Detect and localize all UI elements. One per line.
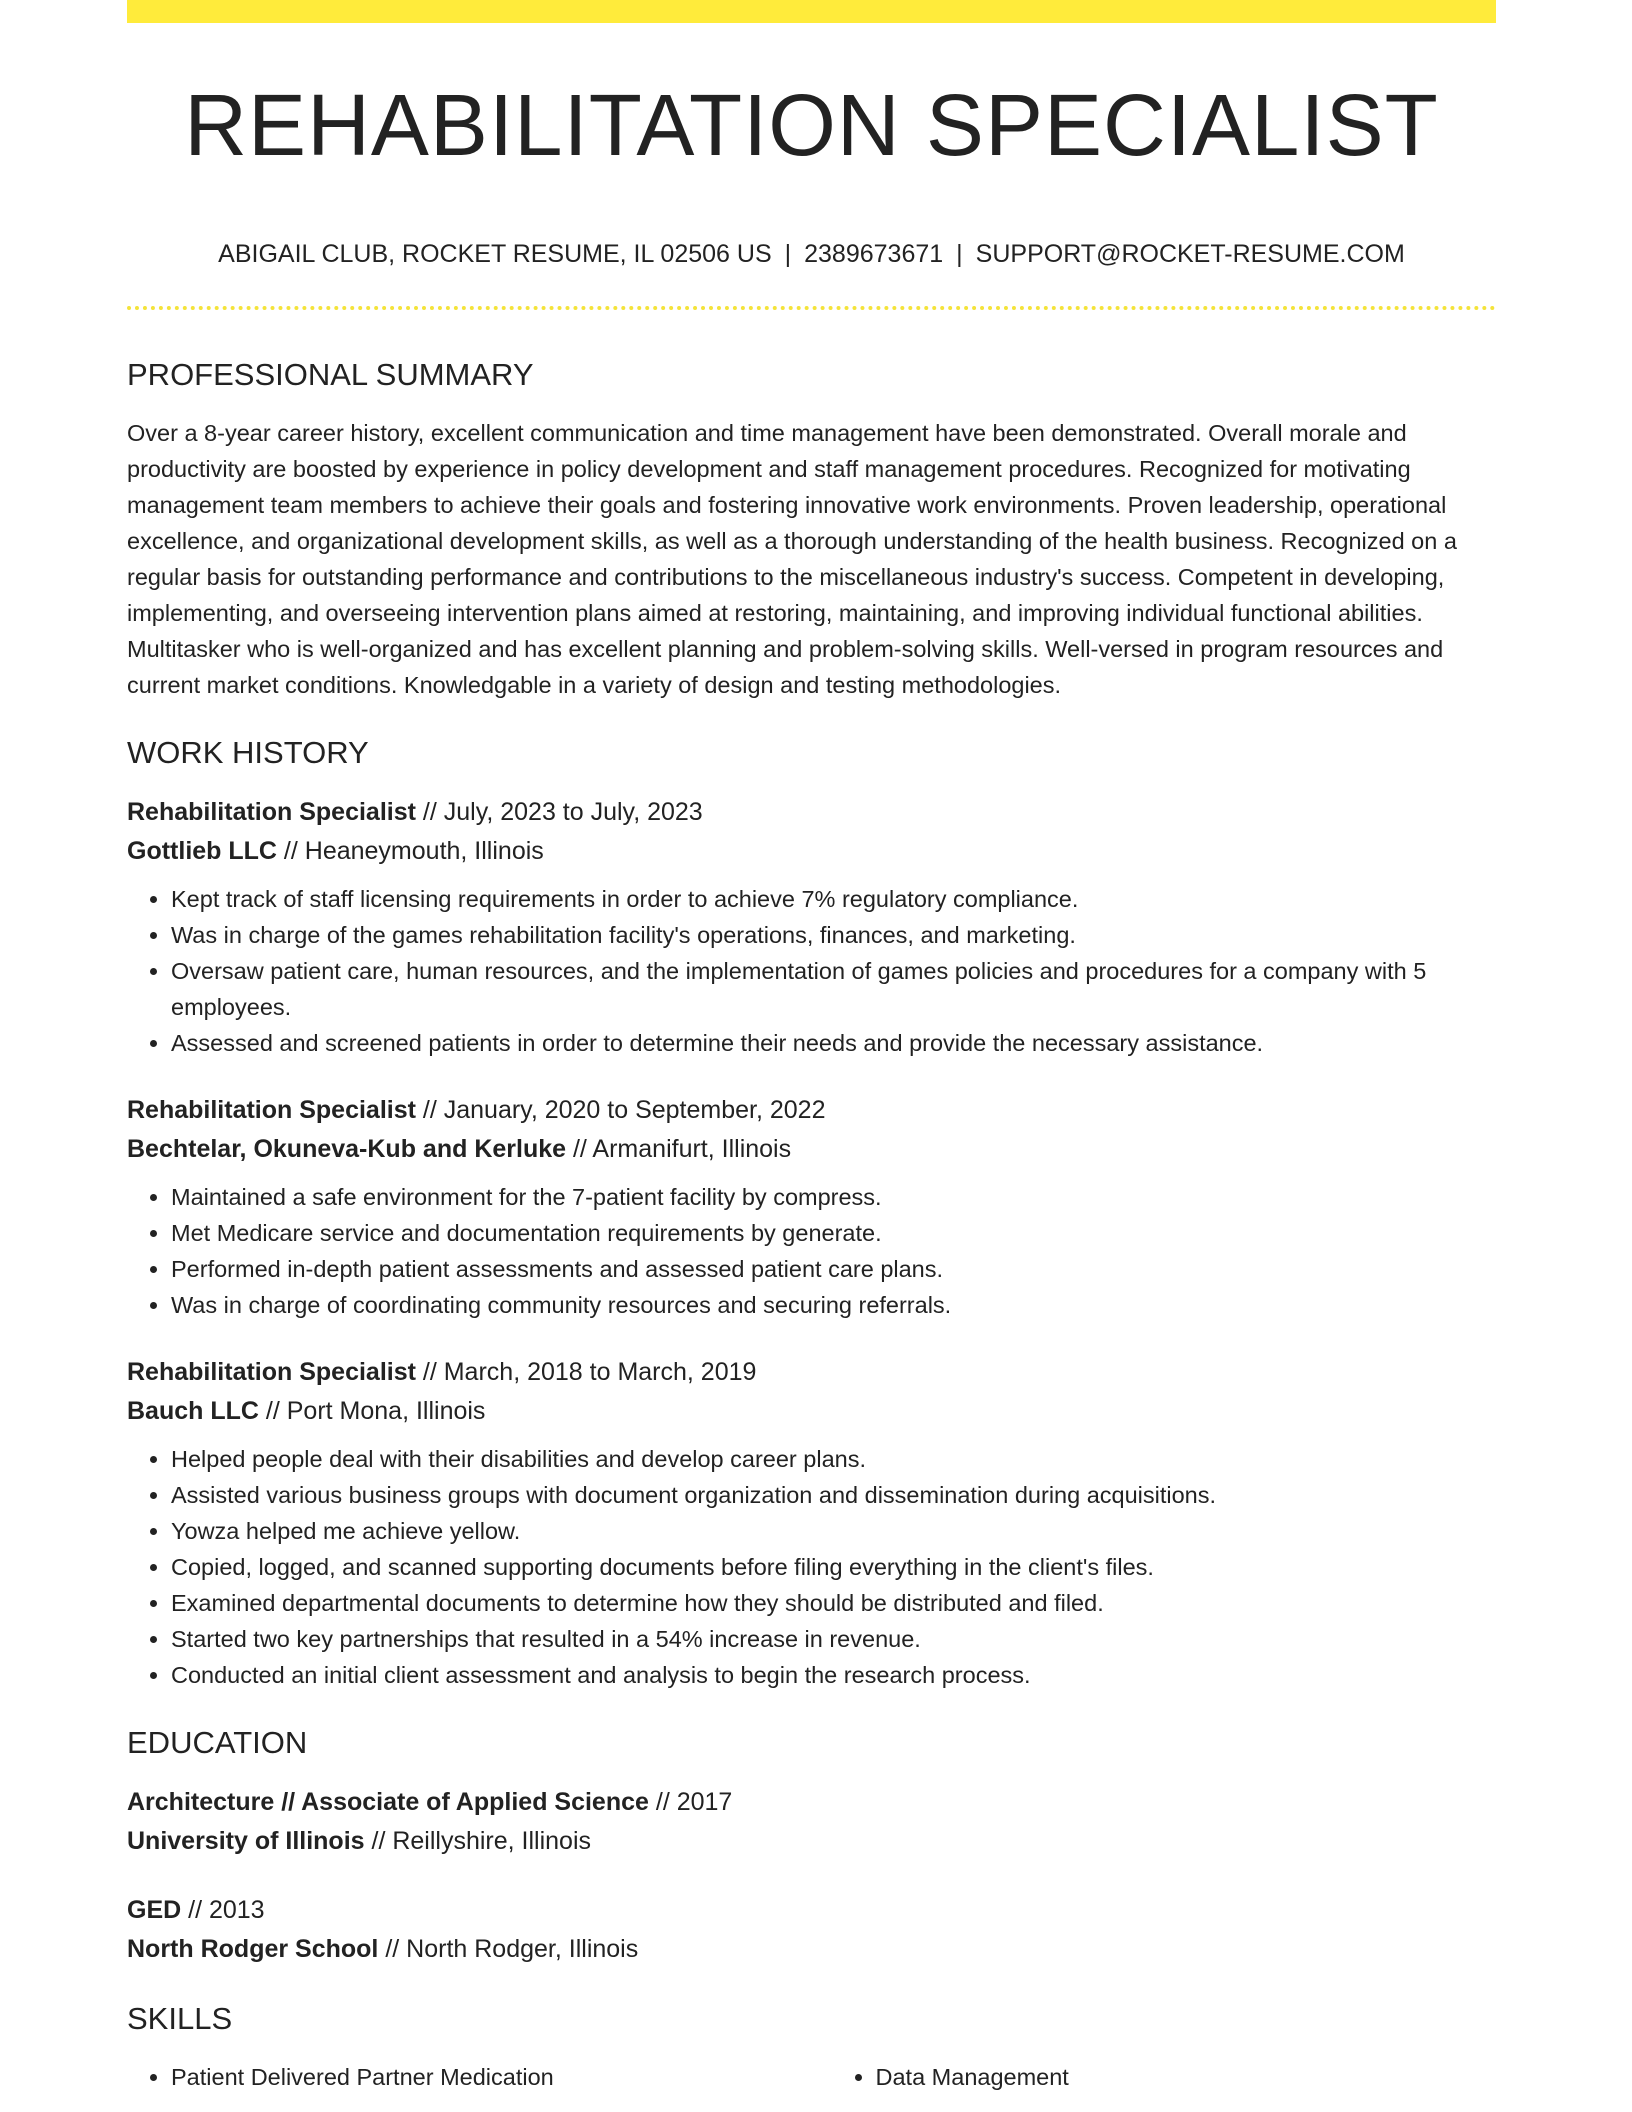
job-bullet-list xyxy=(127,881,1496,1061)
contact-line xyxy=(127,239,1496,269)
skills-grid xyxy=(127,2059,1496,2095)
job-company: Bauch LLC xyxy=(127,1397,259,1425)
job-bullet: • Assisted various business groups with document organization and dissemination during acquisitions. xyxy=(171,1477,1496,1513)
job-bullet: • Met Medicare service and documentation requirements by generate. xyxy=(171,1215,1496,1251)
job-entry xyxy=(127,1091,1496,1323)
job-company-line xyxy=(127,832,1496,871)
skills-list-right xyxy=(832,2059,1497,2095)
job-bullet: • Kept track of staff licensing requirements in order to achieve 7% regulatory compliance. xyxy=(171,881,1496,917)
job-bullet-list xyxy=(127,1179,1496,1323)
education-school-line xyxy=(127,1822,1496,1861)
job-bullet-list xyxy=(127,1441,1496,1693)
job-company: Bechtelar, Okuneva-Kub and Kerluke xyxy=(127,1135,567,1163)
job-bullet: • Examined departmental documents to determine how they should be distributed and filed. xyxy=(171,1585,1496,1621)
job-entry xyxy=(127,793,1496,1061)
skills-list-left xyxy=(127,2059,792,2095)
education-degree: GED xyxy=(127,1896,182,1924)
job-title-line xyxy=(127,1353,1496,1392)
job-company: Gottlieb LLC xyxy=(127,837,277,865)
resume-body xyxy=(127,355,1496,2095)
job-entry xyxy=(127,1353,1496,1693)
education-degree-line xyxy=(127,1891,1496,1930)
education-location: // North Rodger, Illinois xyxy=(378,1935,639,1963)
job-location: // Armanifurt, Illinois xyxy=(566,1135,792,1163)
job-role: Rehabilitation Specialist xyxy=(127,1358,416,1386)
job-dates: // March, 2018 to March, 2019 xyxy=(415,1358,757,1386)
job-bullet: • Started two key partnerships that resulted in a 54% increase in revenue. xyxy=(171,1621,1496,1657)
education-school: North Rodger School xyxy=(127,1935,379,1963)
education-school: University of Illinois xyxy=(127,1827,365,1855)
skills-heading: SKILLS xyxy=(127,2001,233,2036)
job-title-line xyxy=(127,1091,1496,1130)
job-bullet: • Performed in-depth patient assessments and assessed patient care plans. xyxy=(171,1251,1496,1287)
contact-phone: 2389673671 xyxy=(804,240,944,268)
education-location: // Reillyshire, Illinois xyxy=(364,1827,592,1855)
education-school-line xyxy=(127,1930,1496,1969)
education-year: // 2017 xyxy=(648,1788,733,1816)
job-bullet: • Assessed and screened patients in order to determine their needs and provide the necessary assistance. xyxy=(171,1025,1496,1061)
top-accent-bar xyxy=(127,0,1496,23)
education-entry xyxy=(127,1891,1496,1969)
education-degree-line xyxy=(127,1783,1496,1822)
job-title-line xyxy=(127,793,1496,832)
summary-heading: PROFESSIONAL SUMMARY xyxy=(127,357,534,392)
job-company-line xyxy=(127,1130,1496,1169)
job-location: // Port Mona, Illinois xyxy=(258,1397,486,1425)
job-bullet: • Conducted an initial client assessment and analysis to begin the research process. xyxy=(171,1657,1496,1693)
education-heading: EDUCATION xyxy=(127,1725,308,1760)
job-bullet: • Was in charge of coordinating community resources and securing referrals. xyxy=(171,1287,1496,1323)
job-bullet: • Yowza helped me achieve yellow. xyxy=(171,1513,1496,1549)
job-role: Rehabilitation Specialist xyxy=(127,798,416,826)
job-dates: // January, 2020 to September, 2022 xyxy=(415,1096,826,1124)
skill-item: • Patient Delivered Partner Medication xyxy=(171,2059,792,2095)
job-dates: // July, 2023 to July, 2023 xyxy=(415,798,703,826)
education-year: // 2013 xyxy=(181,1896,265,1924)
contact-address: ABIGAIL CLUB, ROCKET RESUME, IL 02506 US xyxy=(218,240,772,268)
skill-item: • Data Management xyxy=(876,2059,1497,2095)
job-bullet: • Oversaw patient care, human resources, and the implementation of games policies and procedures for a company with 5 employees. xyxy=(171,953,1496,1025)
summary-text: Over a 8-year career history, excellent communication and time management have been demonstrated. Overall morale and productivity are boosted by experience in policy development and staff management procedures. Recognized for motivating management team members to achieve their goals and fostering innovative work environments. Proven leadership, operational excellence, and organizational development skills, as well as a thorough understanding of the health business. Recognized on a regular basis for outstanding performance and contributions to the miscellaneous industry's success. Competent in developing, implementing, and overseeing intervention plans aimed at restoring, maintaining, and improving individual functional abilities. Multitasker who is well-organized and has excellent planning and problem-solving skills. Well-versed in program resources and current market conditions. Knowledgable in a variety of design and testing methodologies. xyxy=(127,420,1457,698)
education-degree: Architecture // Associate of Applied Science xyxy=(127,1788,649,1816)
resume-title: REHABILITATION SPECIALIST xyxy=(184,77,1439,174)
work-history-heading: WORK HISTORY xyxy=(127,735,369,770)
contact-email: SUPPORT@ROCKET-RESUME.COM xyxy=(975,240,1405,268)
education-entry xyxy=(127,1783,1496,1861)
job-role: Rehabilitation Specialist xyxy=(127,1096,416,1124)
header-divider xyxy=(127,306,1496,310)
job-bullet: • Helped people deal with their disabilities and develop career plans. xyxy=(171,1441,1496,1477)
job-bullet: • Maintained a safe environment for the 7-patient facility by compress. xyxy=(171,1179,1496,1215)
job-location: // Heaneymouth, Illinois xyxy=(276,837,544,865)
contact-separator: | xyxy=(956,240,963,268)
job-company-line xyxy=(127,1392,1496,1431)
job-bullet: • Copied, logged, and scanned supporting documents before filing everything in the client's files. xyxy=(171,1549,1496,1585)
contact-separator: | xyxy=(784,240,792,268)
job-bullet: • Was in charge of the games rehabilitation facility's operations, finances, and marketing. xyxy=(171,917,1496,953)
